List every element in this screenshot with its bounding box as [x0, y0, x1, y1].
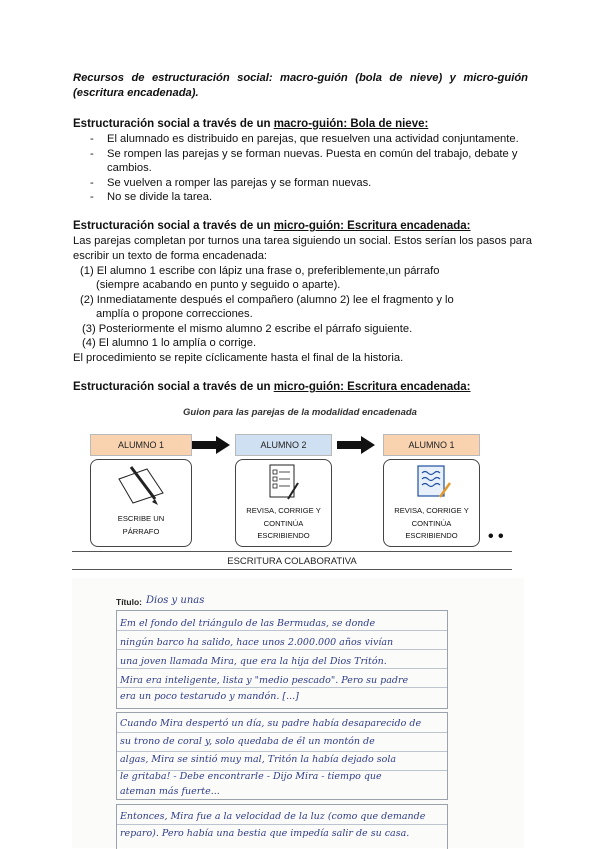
caption-rule-bottom — [72, 569, 512, 570]
continuation-dots: • • — [488, 528, 504, 545]
micro-heading-link: micro-guión: Escritura encadenada: — [273, 220, 471, 232]
notepad-icon — [414, 463, 452, 501]
list-item: - El alumnado es distribuido en parejas, que resuelven una actividad conjuntamente. — [90, 133, 519, 145]
micro2-heading-link: micro-guión: Escritura encadenada: — [273, 381, 471, 393]
manuscript-title-label: Título: — [116, 597, 142, 607]
macro-item-4: No se divide la tarea. — [107, 191, 213, 203]
step-4: (4) El alumno 1 lo amplía o corrige. — [82, 337, 257, 349]
macro-item-3: Se vuelven a romper las parejas y se forman nuevas. — [107, 176, 372, 189]
card-2-line-2: CONTINÚA — [263, 518, 304, 528]
caption-rule-top — [72, 551, 512, 552]
hand-line-8: algas, Mira se sintió muy mal, Tritón la había dejado sola — [120, 754, 397, 765]
list-item: - Se vuelven a romper las parejas y se forman nuevas. — [90, 176, 372, 189]
list-item: - Se rompen las parejas y se forman nuevas. Puesta en común del trabajo, debate y cambios. — [90, 147, 518, 174]
macro-item-1: El alumnado es distribuido en parejas, que resuelven una actividad conjuntamente. — [107, 133, 519, 145]
hand-line-3: una joven llamada Mira, que era la hija del Dios Tritón. — [120, 656, 387, 667]
hand-line-9: le gritaba! - Debe encontrarle - Dijo Mira - tiempo que — [120, 771, 382, 782]
macro-item-2: Se rompen las parejas y se forman nuevas. Puesta en común del trabajo, debate y cambios. — [107, 147, 518, 174]
hand-line-7: su trono de coral y, solo quedaba de él un montón de — [120, 736, 375, 747]
card-1-line-2: PÁRRAFO — [122, 526, 160, 536]
hand-line-12: reparo). Pero había una bestia que impedía salir de su casa. — [120, 828, 410, 839]
alumno-2-label: ALUMNO 2 — [235, 434, 332, 456]
macro-heading-prefix: Estructuración social a través de un — [73, 118, 274, 130]
intro-heading: Recursos de estructuración social: macro-guión (bola de nieve) y micro-guión (escritura encadenada). — [73, 72, 528, 99]
micro-heading-2 — [73, 381, 471, 393]
micro-intro: Las parejas completan por turnos una tarea siguiendo un social. Estos serían los pasos para escribir un texto de forma encadenada: — [73, 235, 532, 262]
arrow-right-icon — [337, 436, 377, 454]
step-2a: (2) Inmediatamente después el compañero (alumno 2) lee el fragmento y lo — [80, 294, 454, 306]
hand-line-5: era un poco testarudo y mandón. [...] — [120, 691, 299, 702]
hand-line-11: Entonces, Mira fue a la velocidad de la luz (como que demande — [120, 811, 426, 822]
card-alumno-1 — [90, 459, 192, 547]
hand-line-2: ningún barco ha salido, hace unos 2.000.000 años vivían — [120, 637, 394, 648]
macro-heading-link: macro-guión: Bola de nieve: — [273, 118, 429, 130]
alumno-1b-label: ALUMNO 1 — [383, 434, 480, 456]
macro-heading — [73, 118, 428, 130]
card-1-line-1: ESCRIBE UN — [117, 514, 165, 523]
micro-heading-prefix: Estructuración social a través de un — [73, 220, 274, 232]
card-alumno-1b — [383, 459, 480, 547]
card-2-line-3: ESCRIBIENDO — [257, 531, 310, 540]
alumno-1-label: ALUMNO 1 — [90, 434, 192, 456]
card-3-line-2: CONTINÚA — [411, 518, 452, 528]
figure-caption: ESCRITURA COLABORATIVA — [227, 556, 357, 567]
list-item: - No se divide la tarea. — [90, 191, 213, 203]
micro-heading — [73, 220, 471, 232]
hand-line-4: Mira era inteligente, lista y "medio pescado". Pero su padre — [120, 675, 409, 686]
paper-pencil-icon — [113, 463, 169, 507]
step-3: (3) Posteriormente el mismo alumno 2 escribe el párrafo siguiente. — [82, 323, 413, 335]
hand-line-1: Em el fondo del triángulo de las Bermudas, se donde — [120, 618, 376, 629]
checklist-icon — [266, 463, 302, 501]
macro-list — [73, 132, 533, 205]
micro2-heading-prefix: Estructuración social a través de un — [73, 381, 274, 393]
micro-closing: El procedimiento se repite cíclicamente hasta el final de la historia. — [73, 352, 404, 364]
step-2b: amplía o propone correcciones. — [96, 308, 253, 320]
card-3-line-1: REVISA, CORRIGE Y — [394, 506, 469, 515]
step-1b: (siempre acabando en punto y seguido o aparte). — [96, 279, 341, 291]
hand-line-10: ateman más fuerte... — [120, 786, 220, 797]
manuscript-scan — [72, 578, 524, 848]
step-1a: (1) El alumno 1 escribe con lápiz una frase o, preferiblemente,un párrafo — [80, 265, 440, 277]
arrow-right-icon — [192, 436, 232, 454]
card-alumno-2 — [235, 459, 332, 547]
figure-title: Guion para las parejas de la modalidad encadenada — [183, 407, 417, 418]
hand-line-6: Cuando Mira despertó un día, su padre había desaparecido de — [120, 718, 422, 729]
card-2-line-1: REVISA, CORRIGE Y — [246, 506, 321, 515]
card-3-line-3: ESCRIBIENDO — [405, 531, 458, 540]
manuscript-title-value: Dios y unas — [146, 595, 205, 606]
